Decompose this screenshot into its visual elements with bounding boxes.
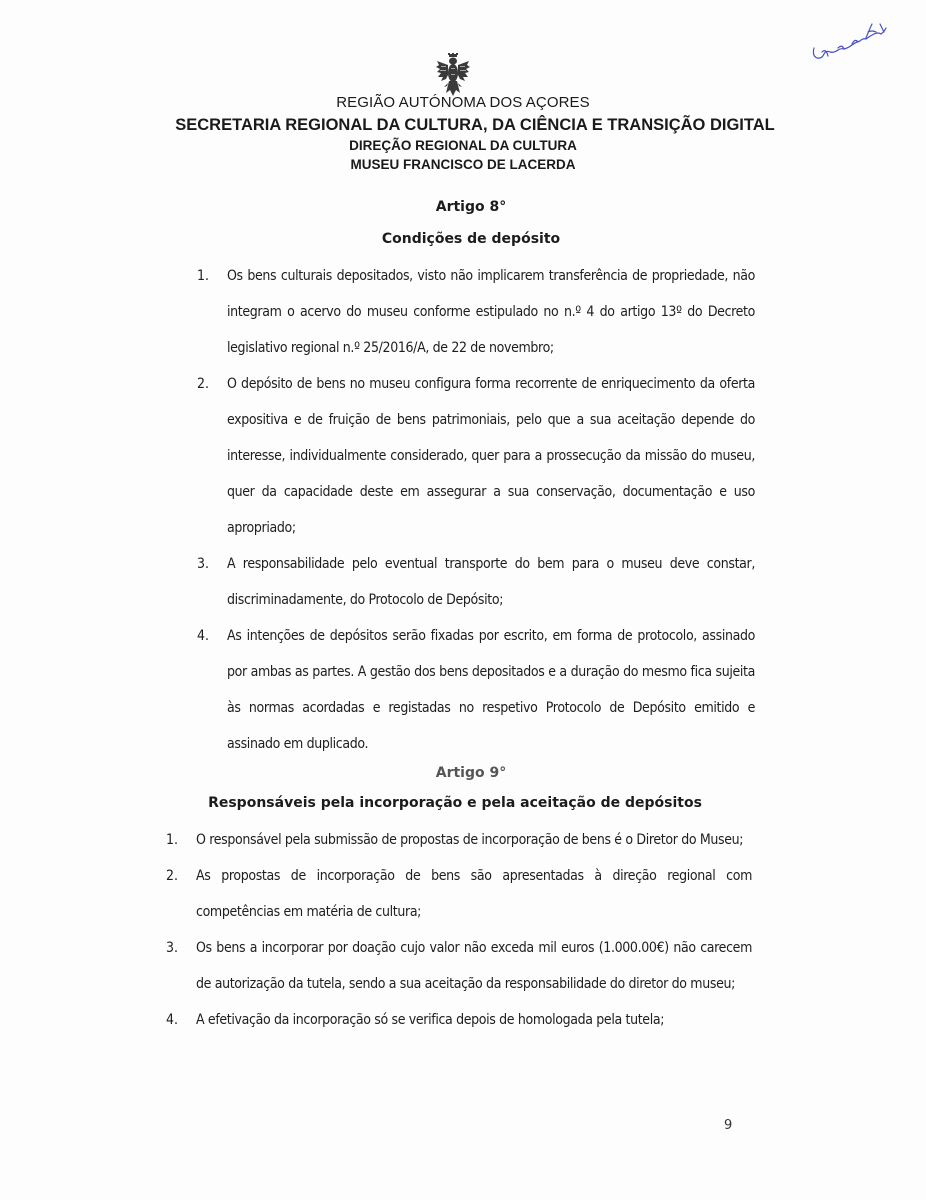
header-region: REGIÃO AUTÓNOMA DOS AÇORES — [336, 94, 590, 111]
list-item — [166, 858, 752, 930]
list-item-number: 2. — [166, 868, 179, 884]
coat-of-arms-icon — [436, 53, 470, 97]
list-item-number: 3. — [166, 940, 179, 956]
list-item-text: A efetivação da incorporação só se verifica depois de homologada pela tutela; — [196, 1012, 665, 1028]
list-item-text: O responsável pela submissão de propostas de incorporação de bens é o Diretor do Museu; — [196, 832, 744, 848]
list-item-number: 3. — [197, 556, 210, 572]
article-8-title: Artigo 8° — [435, 199, 507, 215]
list-item-text: As propostas de incorporação de bens são apresentadas à direção regional com competências em matéria de cultura; — [196, 868, 752, 920]
article-9-subtitle: Responsáveis pela incorporação e pela aceitação de depósitos — [208, 795, 702, 811]
list-item-number: 1. — [197, 268, 210, 284]
list-item-text: O depósito de bens no museu configura forma recorrente de enriquecimento da oferta expositiva e de fruição de bens patrimoniais, pelo que a sua aceitação depende do interesse, individualmente considerado, quer para a prossecução da missão do museu, quer da capacidade deste em assegurar a sua conservação, documentação e uso apropriado; — [227, 376, 755, 536]
list-item — [166, 930, 752, 1002]
page-number: 9 — [724, 1118, 733, 1133]
list-item-number: 1. — [166, 832, 179, 848]
article-8-list — [197, 258, 755, 762]
header-museu: MUSEU FRANCISCO DE LACERDA — [350, 157, 576, 172]
list-item — [197, 258, 755, 366]
article-9-list — [166, 822, 752, 1038]
list-item-text: Os bens culturais depositados, visto não implicarem transferência de propriedade, não integram o acervo do museu conforme estipulado no n.º 4 do artigo 13º do Decreto legislativo regional n.º 25/2016/A, de 22 de novembro; — [227, 268, 755, 356]
handwritten-signature — [808, 18, 892, 64]
list-item-text: A responsabilidade pelo eventual transporte do bem para o museu deve constar, discriminadamente, do Protocolo de Depósito; — [227, 556, 755, 608]
list-item-text: As intenções de depósitos serão fixadas por escrito, em forma de protocolo, assinado por ambas as partes. A gestão dos bens depositados e a duração do mesmo fica sujeita às normas acordadas e registadas no respetivo Protocolo de Depósito emitido e assinado em duplicado. — [227, 628, 755, 752]
list-item — [197, 618, 755, 762]
article-8-subtitle: Condições de depósito — [381, 231, 561, 247]
header-direcao: DIREÇÃO REGIONAL DA CULTURA — [349, 138, 577, 153]
list-item-number: 4. — [166, 1012, 179, 1028]
list-item-text: Os bens a incorporar por doação cujo valor não exceda mil euros (1.000.00€) não carecem de autorização da tutela, sendo a sua aceitação da responsabilidade do diretor do museu; — [196, 940, 752, 992]
list-item — [197, 546, 755, 618]
list-item-number: 2. — [197, 376, 210, 392]
list-item-number: 4. — [197, 628, 210, 644]
list-item — [197, 366, 755, 546]
list-item — [166, 822, 752, 858]
article-9-title: Artigo 9° — [435, 765, 507, 781]
header-secretaria: SECRETARIA REGIONAL DA CULTURA, DA CIÊNCIA E TRANSIÇÃO DIGITAL — [175, 116, 775, 134]
list-item — [166, 1002, 752, 1038]
